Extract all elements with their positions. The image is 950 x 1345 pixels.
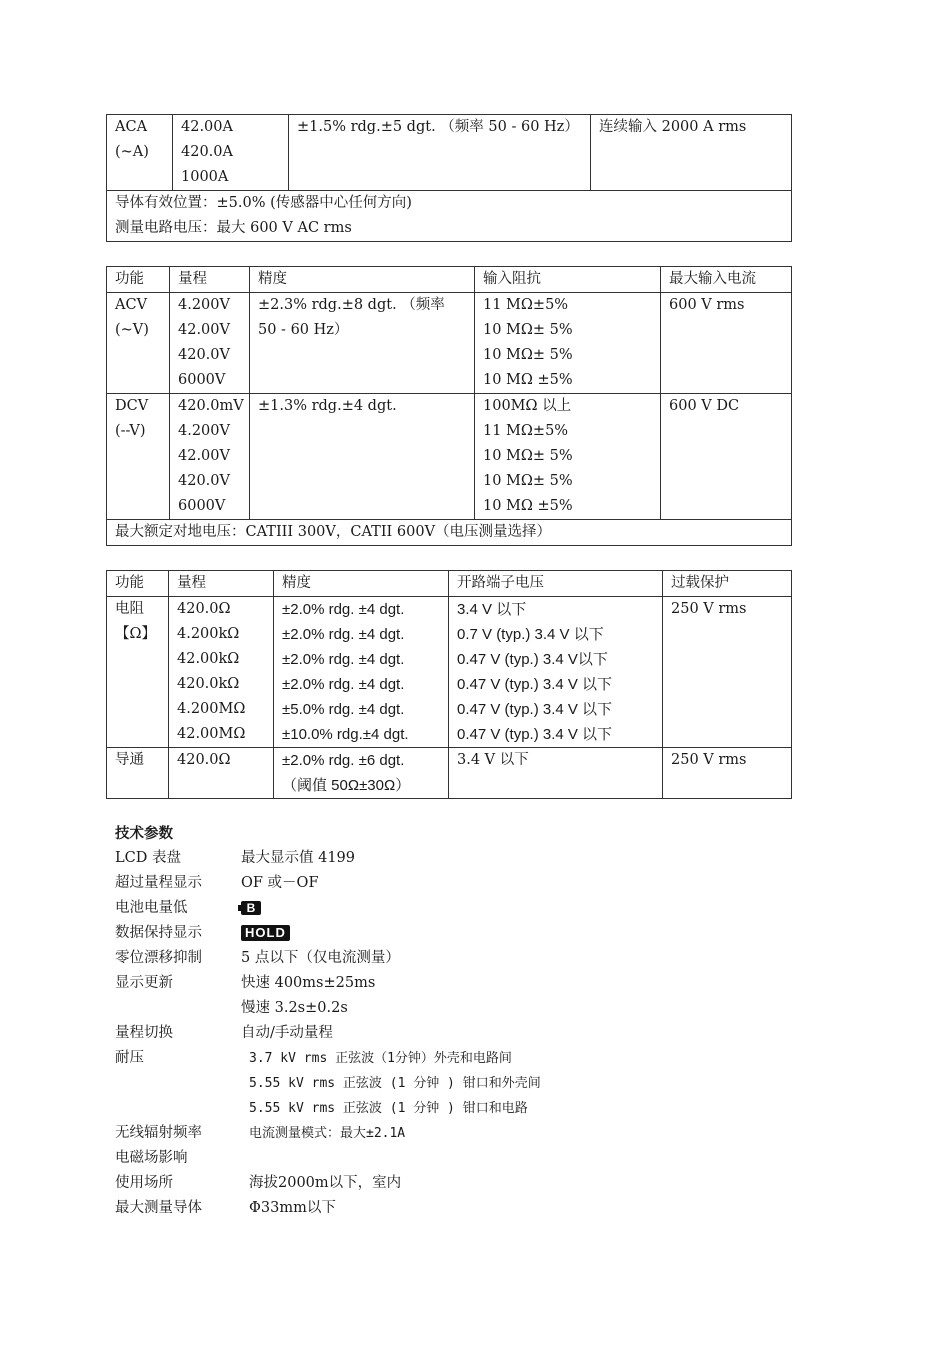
header-accuracy: 精度 (274, 571, 449, 597)
table-row (107, 115, 792, 191)
table-header-row (107, 267, 792, 293)
tech-specs-section (115, 821, 815, 1221)
function-cell: 导通 (107, 748, 169, 799)
spec-row-place: 使用场所 海拔2000m以下，室内 (115, 1175, 402, 1191)
battery-low-icon: B (241, 901, 261, 915)
spec-row-battery: 电池电量低 B (115, 896, 815, 921)
impedance-cell: 11 MΩ±5% 10 MΩ± 5% 10 MΩ± 5% 10 MΩ ±5% (475, 293, 661, 394)
table-row (107, 293, 792, 394)
hold-icon: HOLD (241, 925, 290, 941)
function-cell: ACV (~V) (107, 293, 170, 394)
voltage-spec-table (106, 266, 792, 546)
table-row (107, 394, 792, 520)
header-impedance: 输入阻抗 (475, 267, 661, 293)
spec-row-update: 显示更新 快速 400ms±25ms 慢速 3.2s±0.2s (115, 975, 376, 1016)
function-cell: ACA (~A) (107, 115, 173, 191)
spec-row-lcd: LCD 表盘 最大显示值 4199 (115, 850, 356, 866)
overload-cell: 250 V rms (663, 748, 792, 799)
range-cell: 420.0Ω (169, 748, 274, 799)
aca-spec-table (106, 114, 792, 242)
overload-cell: 250 V rms (663, 597, 792, 748)
resistance-spec-table (106, 570, 792, 799)
range-cell: 420.0Ω 4.200kΩ 42.00kΩ 420.0kΩ 4.200MΩ 42.00MΩ (169, 597, 274, 748)
impedance-cell: 100MΩ 以上 11 MΩ±5% 10 MΩ± 5% 10 MΩ± 5% 10 MΩ ±5% (475, 394, 661, 520)
max-input-cell: 600 V rms (661, 293, 792, 394)
spec-row-zero-drift: 零位漂移抑制 5 点以下（仅电流测量） (115, 950, 400, 966)
footer-cell: 导体有效位置：±5.0% (传感器中心任何方向) 测量电路电压：最大 600 V AC rms (107, 191, 792, 242)
accuracy-cell: ±2.0% rdg. ±4 dgt. ±2.0% rdg. ±4 dgt. ±2.0% rdg. ±4 dgt. ±2.0% rdg. ±4 dgt. ±5.0% rdg. ±4 dgt. ±10.0% rdg.±4 dgt. (274, 597, 449, 748)
range-cell: 4.200V 42.00V 420.0V 6000V (170, 293, 250, 394)
accuracy-cell: ±2.3% rdg.±8 dgt. （频率 50 - 60 Hz） (250, 293, 475, 394)
range-cell: 42.00A 420.0A 1000A (173, 115, 289, 191)
table-row (107, 597, 792, 748)
table-header-row (107, 571, 792, 597)
spec-row-hold: 数据保持显示 HOLD (115, 921, 815, 946)
accuracy-cell: ±1.3% rdg.±4 dgt. (250, 394, 475, 520)
table-row (107, 748, 792, 799)
open-voltage-cell: 3.4 V 以下 (449, 748, 663, 799)
max-input-cell: 600 V DC (661, 394, 792, 520)
spec-row-conductor: 最大测量导体 Φ33mm以下 (115, 1200, 336, 1216)
header-range: 量程 (170, 267, 250, 293)
open-voltage-cell: 3.4 V 以下 0.7 V (typ.) 3.4 V 以下 0.47 V (typ.) 3.4 V以下 0.47 V (typ.) 3.4 V 以下 0.47 V (typ.) 3.4 V 以下 0.47 V (typ.) 3.4 V 以下 (449, 597, 663, 748)
accuracy-cell: ±2.0% rdg. ±6 dgt. （阈值 50Ω±30Ω） (274, 748, 449, 799)
footer-cell: 最大额定对地电压：CATIII 300V，CATII 600V（电压测量选择） (107, 520, 792, 546)
function-cell: 电阻 【Ω】 (107, 597, 169, 748)
accuracy-cell: ±1.5% rdg.±5 dgt. （频率 50 - 60 Hz） (289, 115, 591, 191)
spec-row-emf: 电磁场影响 (115, 1150, 188, 1166)
header-function: 功能 (107, 267, 170, 293)
header-accuracy: 精度 (250, 267, 475, 293)
spec-row-withstand: 耐压 3.7 kV rms 正弦波（1分钟）外壳和电路间 5.55 kV rms 正弦波 (1 分钟 ) 钳口和外壳间 5.55 kV rms 正弦波 (1 分钟 ) 钳口和电路 (115, 1050, 541, 1116)
spec-row-radio: 无线辐射频率 电流测量模式：最大±2.1A (115, 1125, 406, 1141)
table-row (107, 191, 792, 242)
spec-row-range-switch: 量程切换 自动/手动量程 (115, 1025, 333, 1041)
header-range: 量程 (169, 571, 274, 597)
header-overload: 过载保护 (663, 571, 792, 597)
header-function: 功能 (107, 571, 169, 597)
spec-row-overrange: 超过量程显示 OF 或－OF (115, 875, 319, 891)
header-max-input: 最大输入电流 (661, 267, 792, 293)
section-title: 技术参数 (115, 825, 173, 842)
range-cell: 420.0mV 4.200V 42.00V 420.0V 6000V (170, 394, 250, 520)
table-row (107, 520, 792, 546)
max-input-cell: 连续输入 2000 A rms (591, 115, 792, 191)
function-cell: DCV (--V) (107, 394, 170, 520)
header-open-voltage: 开路端子电压 (449, 571, 663, 597)
